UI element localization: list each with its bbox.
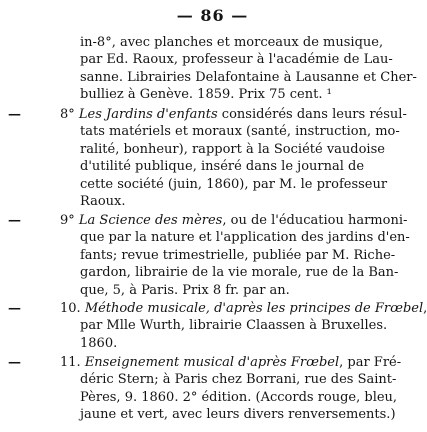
page-number: — 86 — [176, 6, 249, 25]
entry-line: tats matériels et moraux (santé, instruction, mo- [80, 124, 400, 140]
entry-line: d'utilité publique, inséré dans le journal de [80, 159, 365, 175]
entry-line: Pères, 9. 1860. 2° édition. (Accords rouge, bleu, [80, 389, 398, 405]
entry-line: 1860. [80, 335, 118, 351]
entry-11 [8, 354, 423, 424]
entry-line: Raoux. [80, 193, 126, 209]
entry-line: 10. Méthode musicale, d'après les principes de Frœbel, [60, 301, 427, 316]
entry-line: par Mlle Wurth, librairie Claassen à Bruxelles. [80, 318, 388, 334]
entry-line: déric Stern; à Paris chez Borrani, rue des Saint- [80, 372, 397, 388]
entry-line: 8° Les Jardins d'enfants considérés dans leurs résul- [60, 107, 407, 122]
entry-9 [8, 212, 423, 299]
entry-dash: — [8, 107, 21, 122]
entry-10 [8, 300, 427, 352]
entry-line: cette société (juin, 1860), par M. le professeur [80, 176, 388, 192]
entry-8 [8, 106, 423, 210]
entry-line: sanne. Librairies Delafontaine à Lausanne et Cher- [80, 69, 417, 85]
entry-dash: — [8, 301, 21, 316]
entry-line: par Ed. Raoux, professeur à l'académie de Lau- [80, 52, 393, 68]
entry-line: jaune et vert, avec leurs divers renversements.) [80, 407, 396, 423]
entry-dash: — [8, 355, 21, 370]
entry-line: que par la nature et l'application des jardins d'en- [80, 230, 410, 246]
entry-line: que, 5, à Paris. Prix 8 fr. par an. [80, 282, 290, 298]
entry-line: 11. Enseignement musical d'après Frœbel, par Fré- [60, 355, 402, 370]
entry-dash: — [8, 213, 21, 228]
entry-continuation [8, 34, 423, 104]
entry-line: ralité, bonheur), rapport à la Société vaudoise [80, 141, 385, 157]
entry-line: 9° La Science des mères, ou de l'éducatiou harmoni- [60, 213, 408, 228]
entry-line: bulliez à Genève. 1859. Prix 75 cent. ¹ [80, 87, 332, 103]
entry-line: in-8°, avec planches et morceaux de musique, [80, 35, 384, 50]
entry-line: fants; revue trimestrielle, publiée par M. Riche- [80, 247, 396, 263]
entry-line: gardon, librairie de la vie morale, rue de la Ban- [80, 265, 399, 281]
